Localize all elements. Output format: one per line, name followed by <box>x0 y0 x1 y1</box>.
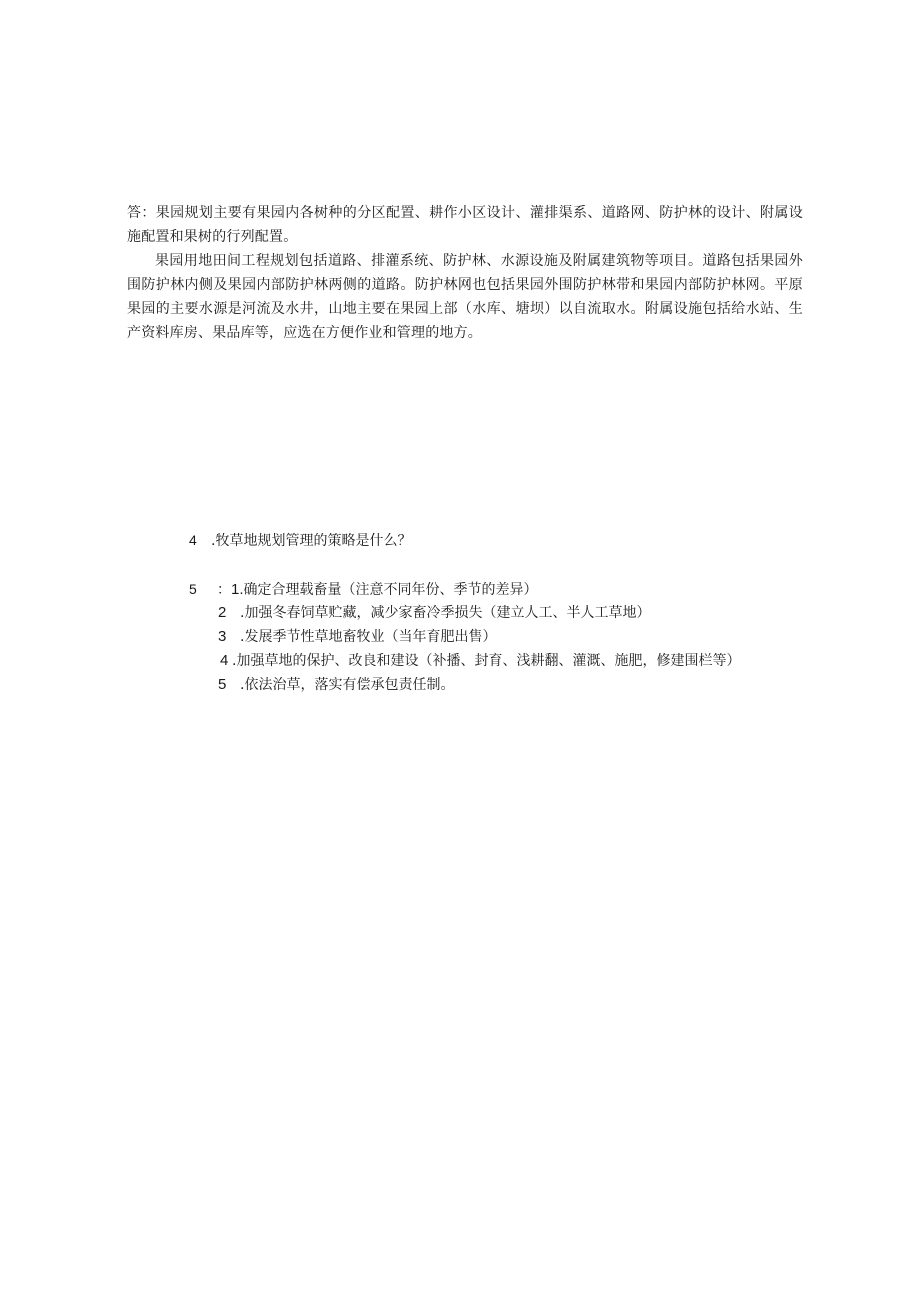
answer-paragraph-2: 果园用地田间工程规划包括道路、排灌系统、防护林、水源设施及附属建筑物等项目。道路包括果园外围防护林内侧及果园内部防护林两侧的道路。防护林网也包括果园外围防护林带和果园内部防护林网。平原果园的主要水源是河流及水井，山地主要在果园上部（水库、塘坝）以自流取水。附属设施包括给水站、生产资料库房、果品库等，应选在方便作业和管理的地方。 <box>127 253 803 341</box>
question-4 <box>189 530 411 551</box>
list-item <box>189 601 740 625</box>
list-item-text: .加强草地的保护、改良和建设（补播、封育、浅耕翻、灌溉、施肥，修建围栏等） <box>232 653 741 669</box>
list-item-number: 1. <box>231 581 244 598</box>
list-item <box>189 625 740 649</box>
list-item-number: 3 <box>218 628 227 645</box>
list-item <box>189 673 740 697</box>
list-item <box>189 577 740 601</box>
question-number: 4 <box>189 532 197 548</box>
list-item-number: 4 <box>220 652 229 669</box>
answer-marker: 5 <box>189 581 197 597</box>
list-item-text: .依法治草，落实有偿承包责任制。 <box>240 677 455 693</box>
list-item-text: .发展季节性草地畜牧业（当年育肥出售） <box>240 629 497 645</box>
answer-paragraph-1: 答：果园规划主要有果园内各树种的分区配置、耕作小区设计、灌排渠系、道路网、防护林的设计、附属设施配置和果树的行列配置。 <box>127 205 803 245</box>
question-text: .牧草地规划管理的策略是什么？ <box>211 533 412 549</box>
list-item-text: 确定合理载畜量（注意不同年份、季节的差异） <box>243 582 538 598</box>
list-item-number: 2 <box>218 604 227 621</box>
answer-text-block <box>127 201 803 345</box>
answer-list <box>189 577 740 697</box>
list-item <box>189 649 740 673</box>
answer-colon: ： <box>217 582 231 598</box>
list-item-number: 5 <box>218 676 227 693</box>
list-item-text: .加强冬春饲草贮藏，减少家畜冷季损失（建立人工、半人工草地） <box>240 605 651 621</box>
